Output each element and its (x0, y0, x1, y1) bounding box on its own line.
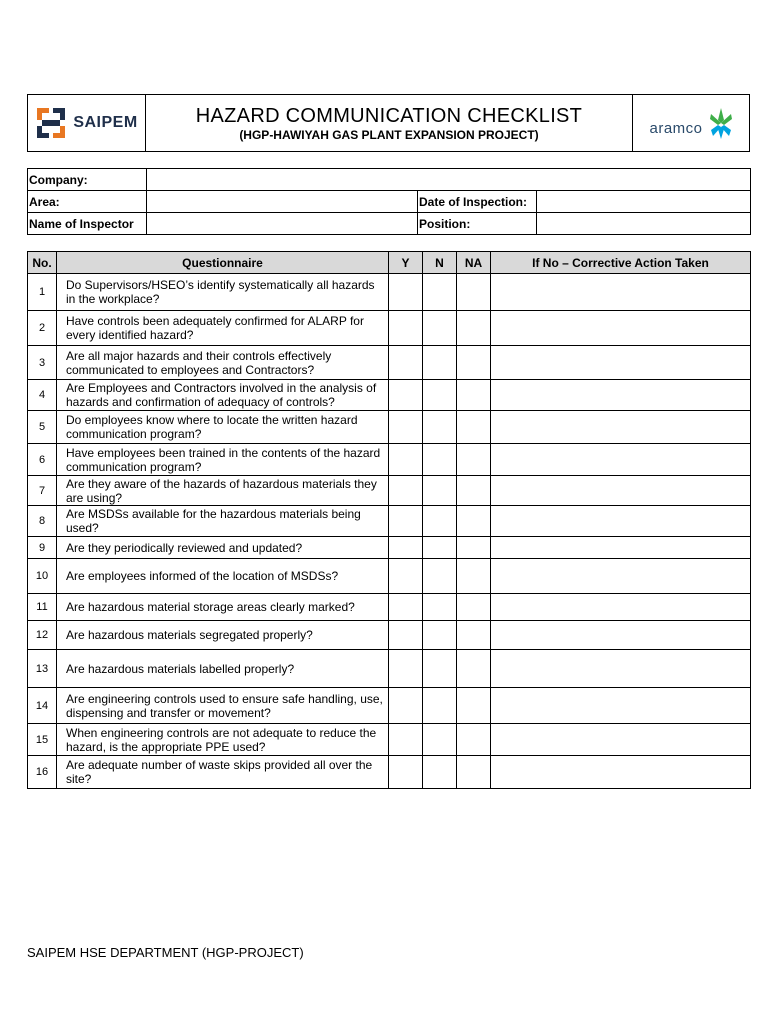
row-number: 1 (28, 274, 57, 311)
table-row (28, 274, 751, 311)
row-number: 11 (28, 594, 57, 621)
corrective-action-cell[interactable] (491, 688, 751, 724)
table-row (28, 537, 751, 559)
row-number: 6 (28, 444, 57, 476)
answer-na-cell[interactable] (457, 380, 491, 411)
table-row (28, 559, 751, 594)
row-number: 15 (28, 724, 57, 756)
question-text: Are hazardous material storage areas clearly marked? (57, 594, 389, 621)
row-number: 10 (28, 559, 57, 594)
inspector-name-label: Name of Inspector (28, 213, 147, 235)
question-text: Have employees been trained in the contents of the hazard communication program? (57, 444, 389, 476)
title-cell (146, 95, 633, 152)
answer-na-cell[interactable] (457, 274, 491, 311)
answer-na-cell[interactable] (457, 476, 491, 506)
table-row (28, 311, 751, 346)
header-corrective-action: If No – Corrective Action Taken (491, 252, 751, 274)
question-text: Are all major hazards and their controls effectively communicated to employees and Contractors? (57, 346, 389, 380)
corrective-action-cell[interactable] (491, 274, 751, 311)
answer-no-cell[interactable] (423, 621, 457, 650)
company-field[interactable] (147, 169, 751, 191)
answer-na-cell[interactable] (457, 444, 491, 476)
questionnaire-body (28, 274, 751, 789)
question-text: Do employees know where to locate the written hazard communication program? (57, 411, 389, 444)
row-number: 3 (28, 346, 57, 380)
answer-yes-cell[interactable] (389, 650, 423, 688)
footer-text: SAIPEM HSE DEPARTMENT (HGP-PROJECT) (27, 945, 304, 960)
row-number: 12 (28, 621, 57, 650)
answer-na-cell[interactable] (457, 537, 491, 559)
answer-yes-cell[interactable] (389, 688, 423, 724)
answer-no-cell[interactable] (423, 476, 457, 506)
table-row (28, 411, 751, 444)
answer-no-cell[interactable] (423, 506, 457, 537)
aramco-burst-icon (709, 106, 733, 140)
answer-na-cell[interactable] (457, 621, 491, 650)
corrective-action-cell[interactable] (491, 476, 751, 506)
answer-no-cell[interactable] (423, 411, 457, 444)
question-text: Are Employees and Contractors involved in the analysis of hazards and confirmation of adequacy of controls? (57, 380, 389, 411)
corrective-action-cell[interactable] (491, 724, 751, 756)
row-number: 8 (28, 506, 57, 537)
answer-no-cell[interactable] (423, 650, 457, 688)
row-number: 9 (28, 537, 57, 559)
answer-no-cell[interactable] (423, 274, 457, 311)
answer-na-cell[interactable] (457, 594, 491, 621)
answer-no-cell[interactable] (423, 346, 457, 380)
row-number: 16 (28, 756, 57, 789)
corrective-action-cell[interactable] (491, 621, 751, 650)
corrective-action-cell[interactable] (491, 650, 751, 688)
answer-yes-cell[interactable] (389, 411, 423, 444)
page-title: HAZARD COMMUNICATION CHECKLIST (195, 105, 583, 127)
answer-yes-cell[interactable] (389, 444, 423, 476)
answer-no-cell[interactable] (423, 537, 457, 559)
table-row (28, 650, 751, 688)
answer-yes-cell[interactable] (389, 476, 423, 506)
answer-no-cell[interactable] (423, 688, 457, 724)
answer-yes-cell[interactable] (389, 559, 423, 594)
answer-na-cell[interactable] (457, 411, 491, 444)
answer-yes-cell[interactable] (389, 594, 423, 621)
corrective-action-cell[interactable] (491, 411, 751, 444)
header-no-answer: N (423, 252, 457, 274)
question-text: Are they periodically reviewed and updated? (57, 537, 389, 559)
row-number: 13 (28, 650, 57, 688)
row-number: 14 (28, 688, 57, 724)
question-text: Are they aware of the hazards of hazardous materials they are using? (57, 476, 389, 506)
answer-no-cell[interactable] (423, 724, 457, 756)
area-field[interactable] (147, 191, 418, 213)
answer-na-cell[interactable] (457, 506, 491, 537)
question-text: Do Supervisors/HSEO’s identify systematically all hazards in the workplace? (57, 274, 389, 311)
corrective-action-cell[interactable] (491, 380, 751, 411)
table-row (28, 346, 751, 380)
table-header-row (28, 252, 751, 274)
table-row (28, 594, 751, 621)
answer-no-cell[interactable] (423, 444, 457, 476)
row-number: 7 (28, 476, 57, 506)
question-text: Are hazardous materials segregated properly? (57, 621, 389, 650)
header-no: No. (28, 252, 57, 274)
question-text: Are hazardous materials labelled properly? (57, 650, 389, 688)
question-text: Are engineering controls used to ensure safe handling, use, dispensing and transfer or movement? (57, 688, 389, 724)
answer-yes-cell[interactable] (389, 724, 423, 756)
answer-yes-cell[interactable] (389, 506, 423, 537)
inspection-info-table (27, 168, 751, 235)
answer-yes-cell[interactable] (389, 311, 423, 346)
answer-yes-cell[interactable] (389, 380, 423, 411)
answer-na-cell[interactable] (457, 346, 491, 380)
table-row (28, 621, 751, 650)
saipem-logo-text: SAIPEM (73, 114, 138, 131)
answer-na-cell[interactable] (457, 650, 491, 688)
row-number: 2 (28, 311, 57, 346)
corrective-action-cell[interactable] (491, 506, 751, 537)
header-questionnaire: Questionnaire (57, 252, 389, 274)
question-text: Are adequate number of waste skips provided all over the site? (57, 756, 389, 789)
corrective-action-cell[interactable] (491, 444, 751, 476)
table-row (28, 476, 751, 506)
row-number: 4 (28, 380, 57, 411)
answer-na-cell[interactable] (457, 559, 491, 594)
company-label: Company: (28, 169, 147, 191)
table-row (28, 380, 751, 411)
position-label: Position: (418, 213, 537, 235)
table-row (28, 756, 751, 789)
aramco-logo-cell (633, 95, 750, 152)
answer-na-cell[interactable] (457, 724, 491, 756)
position-field[interactable] (537, 213, 751, 235)
question-text: Are employees informed of the location of MSDSs? (57, 559, 389, 594)
corrective-action-cell[interactable] (491, 311, 751, 346)
answer-yes-cell[interactable] (389, 346, 423, 380)
answer-na-cell[interactable] (457, 756, 491, 789)
answer-na-cell[interactable] (457, 311, 491, 346)
saipem-mark-icon (35, 106, 67, 140)
answer-yes-cell[interactable] (389, 537, 423, 559)
aramco-logo-text: aramco (649, 119, 703, 137)
answer-no-cell[interactable] (423, 594, 457, 621)
questionnaire-table (27, 251, 751, 789)
date-of-inspection-label: Date of Inspection: (418, 191, 537, 213)
header-na: NA (457, 252, 491, 274)
answer-no-cell[interactable] (423, 311, 457, 346)
table-row (28, 724, 751, 756)
answer-na-cell[interactable] (457, 688, 491, 724)
question-text: When engineering controls are not adequate to reduce the hazard, is the appropriate PPE used? (57, 724, 389, 756)
answer-yes-cell[interactable] (389, 621, 423, 650)
row-number: 5 (28, 411, 57, 444)
question-text: Have controls been adequately confirmed for ALARP for every identified hazard? (57, 311, 389, 346)
area-label: Area: (28, 191, 147, 213)
corrective-action-cell[interactable] (491, 594, 751, 621)
table-row (28, 506, 751, 537)
inspector-name-field[interactable] (147, 213, 418, 235)
corrective-action-cell[interactable] (491, 756, 751, 789)
answer-yes-cell[interactable] (389, 756, 423, 789)
answer-yes-cell[interactable] (389, 274, 423, 311)
saipem-logo-cell (28, 95, 146, 152)
aramco-logo (633, 106, 749, 140)
corrective-action-cell[interactable] (491, 346, 751, 380)
page-subtitle: (HGP-HAWIYAH GAS PLANT EXPANSION PROJECT) (239, 128, 539, 142)
answer-no-cell[interactable] (423, 380, 457, 411)
table-row (28, 688, 751, 724)
answer-no-cell[interactable] (423, 559, 457, 594)
corrective-action-cell[interactable] (491, 559, 751, 594)
date-of-inspection-field[interactable] (537, 191, 751, 213)
document-header (27, 94, 750, 152)
corrective-action-cell[interactable] (491, 537, 751, 559)
answer-no-cell[interactable] (423, 756, 457, 789)
question-text: Are MSDSs available for the hazardous materials being used? (57, 506, 389, 537)
saipem-logo (28, 106, 145, 140)
header-yes: Y (389, 252, 423, 274)
table-row (28, 444, 751, 476)
